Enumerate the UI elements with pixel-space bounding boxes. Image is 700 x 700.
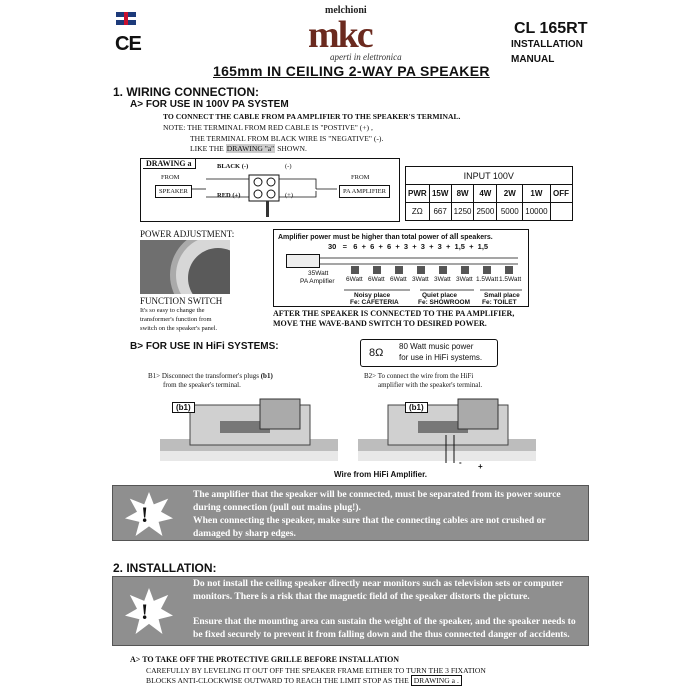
- grille-line2-highlight: DRAWING a .: [411, 675, 462, 686]
- zone2-b: Fe: SHOWROOM: [418, 299, 470, 306]
- amp-title-post: speakers.: [458, 234, 493, 241]
- function-desc2: transformer's function from: [140, 316, 212, 323]
- drawing-minus: (-): [285, 163, 292, 170]
- imp-cell: 10000: [523, 203, 550, 221]
- manual-line2: MANUAL: [511, 54, 555, 65]
- after-text1: AFTER THE SPEAKER IS CONNECTED TO THE PA AMPLIFIER,: [273, 309, 515, 318]
- warning-burst-icon: [125, 588, 173, 634]
- warning-exclamation-icon: !: [141, 502, 149, 527]
- pwr-cell: 8W: [451, 185, 474, 203]
- drawing-from-left: FROM: [161, 174, 180, 181]
- b1-text: [148, 372, 273, 380]
- grille-heading: A> TO TAKE OFF THE PROTECTIVE GRILLE BEFORE INSTALLATION: [130, 655, 400, 664]
- input-table: [405, 166, 573, 221]
- zone3-a: Small place: [484, 292, 520, 299]
- hifi-heading: B> FOR USE IN HiFi SYSTEMS:: [130, 341, 279, 352]
- b1-text-c: from the speaker's terminal.: [163, 381, 241, 389]
- pwr-cell: PWR: [406, 185, 430, 203]
- note3-post: SHOWN.: [277, 144, 307, 153]
- speaker-watt: 1.5Watt: [476, 276, 499, 283]
- zone1-b: Fe: CAFETERIA: [350, 299, 399, 306]
- drawing-a-label: DRAWING a: [143, 159, 196, 169]
- drawing-speaker-box: SPEAKER: [155, 185, 192, 198]
- b1-tag: (b1): [172, 402, 195, 413]
- function-desc1: It's so easy to change the: [140, 307, 205, 314]
- drawing-a-frame: [140, 158, 400, 222]
- brand-tagline: aperti in elettronica: [330, 52, 402, 62]
- b1-text-b: (b1): [260, 372, 273, 380]
- b2-text-a: B2> To connect the wire from the HiFi: [364, 372, 474, 380]
- speaker-watt: 6Watt: [346, 276, 363, 283]
- function-switch-label: FUNCTION SWITCH: [140, 296, 223, 306]
- function-desc3: switch on the speaker's panel.: [140, 325, 218, 332]
- imp-cell: 667: [429, 203, 451, 221]
- note3-highlight: DRAWING "a": [226, 144, 275, 153]
- amp-label2: PA Amplifier: [300, 278, 335, 285]
- wiring-note2: THE TERMINAL FROM BLACK WIRE IS "NEGATIVE" (-).: [190, 134, 384, 143]
- amp-title-pre: Amplifier power must be higher than total power of: [278, 234, 450, 241]
- pwr-cell: 15W: [429, 185, 451, 203]
- hifi-diagram-b2: [358, 395, 536, 467]
- hifi-watt2: for use in HiFi systems.: [399, 353, 483, 362]
- speaker-watt: 3Watt: [456, 276, 473, 283]
- wiring-note1: NOTE: THE TERMINAL FROM RED CABLE IS "POSTIVE" (+) ,: [163, 123, 373, 132]
- warning-exclamation-icon: !: [141, 599, 149, 624]
- drawing-black-label: BLACK (-): [217, 163, 249, 170]
- amp-diagram-frame: [273, 229, 529, 307]
- imp-cell: 2500: [474, 203, 497, 221]
- b2-tag: (b1): [405, 402, 428, 413]
- ce-mark: CE: [115, 33, 141, 55]
- warning-burst-icon: [125, 492, 173, 536]
- hifi-wire-label: Wire from HiFi Amplifier.: [334, 470, 427, 479]
- brand-top-text: melchioni: [325, 5, 367, 16]
- sub-a-heading: A> FOR USE IN 100V PA SYSTEM: [130, 99, 289, 110]
- installation-heading: 2. INSTALLATION:: [113, 561, 217, 575]
- hifi-wire-plus: +: [478, 462, 483, 471]
- warning2-p1: Do not install the ceiling speaker directly near monitors such as television sets or computer monitors. There is a risk that the magnetic field of the speaker distorts the picture.: [193, 578, 564, 602]
- page-title: 165mm IN CEILING 2-WAY PA SPEAKER: [213, 63, 490, 79]
- imp-cell: ZΩ: [406, 203, 430, 221]
- b1-text-a: B1> Disconnect the transformer's plugs: [148, 372, 259, 380]
- hifi-watt1: 80 Watt music power: [399, 342, 474, 351]
- speaker-watt: 6Watt: [390, 276, 407, 283]
- speaker-watt: 6Watt: [368, 276, 385, 283]
- pwr-cell: 2W: [497, 185, 523, 203]
- zone2-a: Quiet place: [422, 292, 458, 299]
- speaker-watt: 3Watt: [412, 276, 429, 283]
- brand-logo: mkc: [308, 14, 372, 56]
- wiring-line1: TO CONNECT THE CABLE FROM PA AMPLIFIER TO THE SPEAKER'S TERMINAL.: [163, 112, 461, 121]
- amp-formula: 30 = 6 + 6 + 6 + 3 + 3 + 3 + 1,5 + 1,5: [328, 242, 489, 251]
- zone1-a: Noisy place: [354, 292, 391, 299]
- after-text2: MOVE THE WAVE-BAND SWITCH TO DESIRED POWER.: [273, 319, 487, 328]
- input-table-title: INPUT 100V: [406, 167, 573, 185]
- warning1-p1: The amplifier that the speaker will be connected, must be separated from its power source during connection (pull out mains plug!).: [193, 489, 561, 513]
- drawing-plus: (+): [285, 192, 293, 199]
- manual-line1: INSTALLATION: [511, 39, 583, 50]
- imp-cell: 1250: [451, 203, 474, 221]
- power-switch-photo: [140, 240, 230, 294]
- b2-text-b: amplifier with the speaker's terminal.: [378, 381, 483, 389]
- power-adjustment-label: POWER ADJUSTMENT:: [140, 229, 235, 239]
- warning-box-1: [112, 485, 589, 541]
- drawing-a-wires: [141, 159, 401, 223]
- pwr-cell: 4W: [474, 185, 497, 203]
- hifi-wire-minus: -: [459, 458, 462, 467]
- hifi-box: [360, 339, 498, 367]
- drawing-amp-box: PA AMPLIFIER: [339, 185, 390, 198]
- uk-flag-icon: [116, 12, 136, 25]
- zone3-b: Fe: TOILET: [482, 299, 517, 306]
- drawing-red-label: RED (+): [217, 192, 241, 199]
- amp-label1: 35Watt: [308, 270, 329, 277]
- note3-pre: LIKE THE: [190, 144, 224, 153]
- hifi-ohm: 8Ω: [369, 347, 384, 359]
- pwr-cell: OFF: [550, 185, 572, 203]
- pwr-cell: 1W: [523, 185, 550, 203]
- imp-cell: [550, 203, 572, 221]
- grille-line2: [146, 676, 462, 685]
- drawing-from-right: FROM: [351, 174, 370, 181]
- imp-cell: 5000: [497, 203, 523, 221]
- warning2-p2: Ensure that the mounting area can sustain the weight of the speaker, and the speaker needs to be fixed securely to prevent it from falling down and the thus connected danger of accidents.: [193, 616, 576, 640]
- grille-line1: CAREFULLY BY LEVELING IT OUT OFF THE SPEAKER FRAME EITHER TO TURN THE 3 FIXATION: [146, 666, 486, 675]
- input-table-wrap: [405, 166, 573, 221]
- amp-title-bold: all: [449, 232, 459, 241]
- grille-line2-pre: BLOCKS ANTI-CLOCKWISE OUTWARD TO REACH THE LIMIT STOP AS THE: [146, 676, 409, 685]
- speaker-watt: 3Watt: [434, 276, 451, 283]
- warning-box-2: [112, 576, 589, 646]
- section-wiring-heading: 1. WIRING CONNECTION:: [113, 85, 259, 99]
- wiring-note3: [190, 144, 307, 153]
- warning1-p2: When connecting the speaker, make sure that the connecting cables are not crushed or damaged by sharp edges.: [193, 515, 546, 539]
- speaker-watt: 1.5Watt: [499, 276, 522, 283]
- model-number: CL 165RT: [514, 20, 588, 37]
